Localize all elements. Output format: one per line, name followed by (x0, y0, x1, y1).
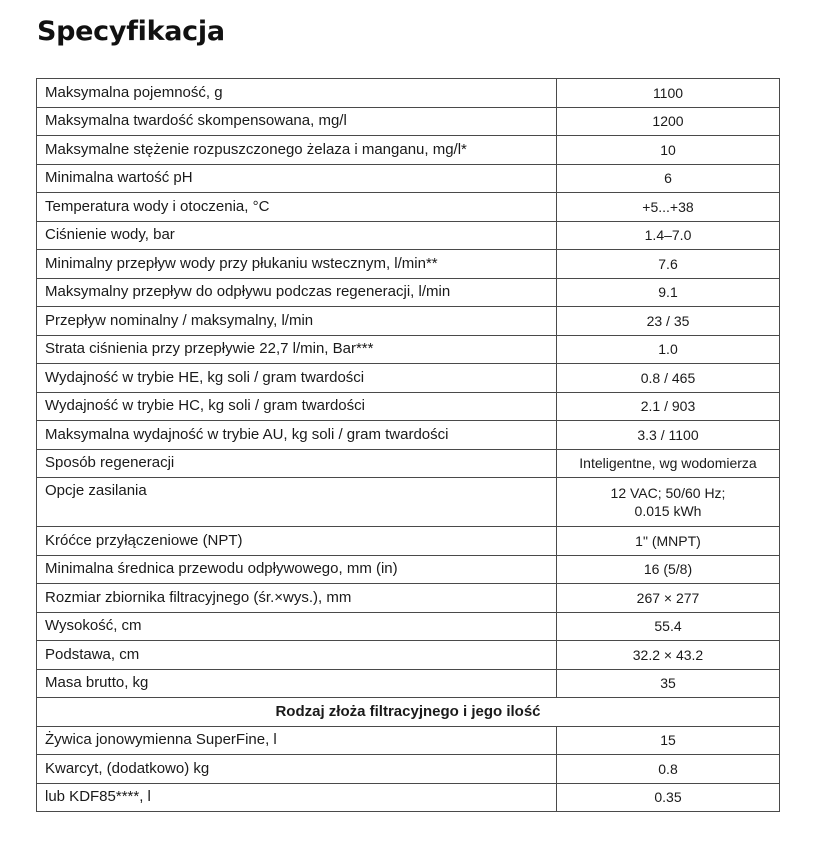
table-row (37, 278, 780, 307)
table-row (37, 364, 780, 393)
spec-value: 2.1 / 903 (557, 392, 780, 421)
spec-label: Opcje zasilania (37, 478, 557, 527)
table-row (37, 527, 780, 556)
spec-value: 1.0 (557, 335, 780, 364)
spec-label: Przepływ nominalny / maksymalny, l/min (37, 307, 557, 336)
table-row (37, 421, 780, 450)
spec-value: 267 × 277 (557, 584, 780, 613)
spec-label: Podstawa, cm (37, 641, 557, 670)
spec-label: Ciśnienie wody, bar (37, 221, 557, 250)
spec-value: 23 / 35 (557, 307, 780, 336)
table-row (37, 193, 780, 222)
specification-table (36, 78, 780, 812)
spec-label: Masa brutto, kg (37, 669, 557, 698)
table-row (37, 335, 780, 364)
table-row (37, 726, 780, 755)
spec-value: 16 (5/8) (557, 555, 780, 584)
spec-label: Minimalny przepływ wody przy płukaniu wstecznym, l/min** (37, 250, 557, 279)
table-row (37, 250, 780, 279)
table-row (37, 221, 780, 250)
table-row (37, 555, 780, 584)
media-label: Kwarcyt, (dodatkowo) kg (37, 755, 557, 784)
table-row (37, 307, 780, 336)
spec-value: 1" (MNPT) (557, 527, 780, 556)
section-heading: Rodzaj złoża filtracyjnego i jego ilość (37, 698, 780, 727)
spec-value: 55.4 (557, 612, 780, 641)
table-row (37, 449, 780, 478)
spec-label: Wydajność w trybie HE, kg soli / gram twardości (37, 364, 557, 393)
spec-label: Maksymalna twardość skompensowana, mg/l (37, 107, 557, 136)
spec-value: 9.1 (557, 278, 780, 307)
spec-label: Minimalna wartość pH (37, 164, 557, 193)
table-row (37, 136, 780, 165)
spec-label: Sposób regeneracji (37, 449, 557, 478)
spec-label: Wydajność w trybie HC, kg soli / gram twardości (37, 392, 557, 421)
spec-label: Maksymalne stężenie rozpuszczonego żelaza i manganu, mg/l* (37, 136, 557, 165)
spec-value: 35 (557, 669, 780, 698)
page-title: Specyfikacja (37, 16, 225, 47)
spec-label: Maksymalna pojemność, g (37, 79, 557, 108)
spec-label: Króćce przyłączeniowe (NPT) (37, 527, 557, 556)
spec-label: Maksymalny przepływ do odpływu podczas regeneracji, l/min (37, 278, 557, 307)
media-label: lub KDF85****, l (37, 783, 557, 812)
spec-value: Inteligentne, wg wodomierza (557, 449, 780, 478)
section-heading-row (37, 698, 780, 727)
table-row (37, 478, 780, 527)
table-row (37, 392, 780, 421)
spec-label: Strata ciśnienia przy przepływie 22,7 l/min, Bar*** (37, 335, 557, 364)
spec-label: Rozmiar zbiornika filtracyjnego (śr.×wys.), mm (37, 584, 557, 613)
spec-value: 1100 (557, 79, 780, 108)
media-value: 0.35 (557, 783, 780, 812)
table-row (37, 164, 780, 193)
spec-label: Minimalna średnica przewodu odpływowego, mm (in) (37, 555, 557, 584)
spec-value: 3.3 / 1100 (557, 421, 780, 450)
table-row (37, 79, 780, 108)
media-label: Żywica jonowymienna SuperFine, l (37, 726, 557, 755)
table-row (37, 107, 780, 136)
spec-label: Temperatura wody i otoczenia, °C (37, 193, 557, 222)
table-row (37, 755, 780, 784)
table-row (37, 669, 780, 698)
spec-value: 10 (557, 136, 780, 165)
spec-value: 1200 (557, 107, 780, 136)
spec-value: 0.8 / 465 (557, 364, 780, 393)
table-row (37, 641, 780, 670)
spec-value (557, 478, 780, 527)
spec-value: +5...+38 (557, 193, 780, 222)
spec-value-line: 0.015 kWh (634, 503, 702, 519)
spec-value: 7.6 (557, 250, 780, 279)
spec-value: 32.2 × 43.2 (557, 641, 780, 670)
media-value: 15 (557, 726, 780, 755)
spec-value: 1.4–7.0 (557, 221, 780, 250)
spec-value-line: 12 VAC; 50/60 Hz; (610, 485, 726, 501)
table-row (37, 783, 780, 812)
media-value: 0.8 (557, 755, 780, 784)
spec-label: Wysokość, cm (37, 612, 557, 641)
spec-value: 6 (557, 164, 780, 193)
table-row (37, 584, 780, 613)
spec-label: Maksymalna wydajność w trybie AU, kg soli / gram twardości (37, 421, 557, 450)
table-row (37, 612, 780, 641)
